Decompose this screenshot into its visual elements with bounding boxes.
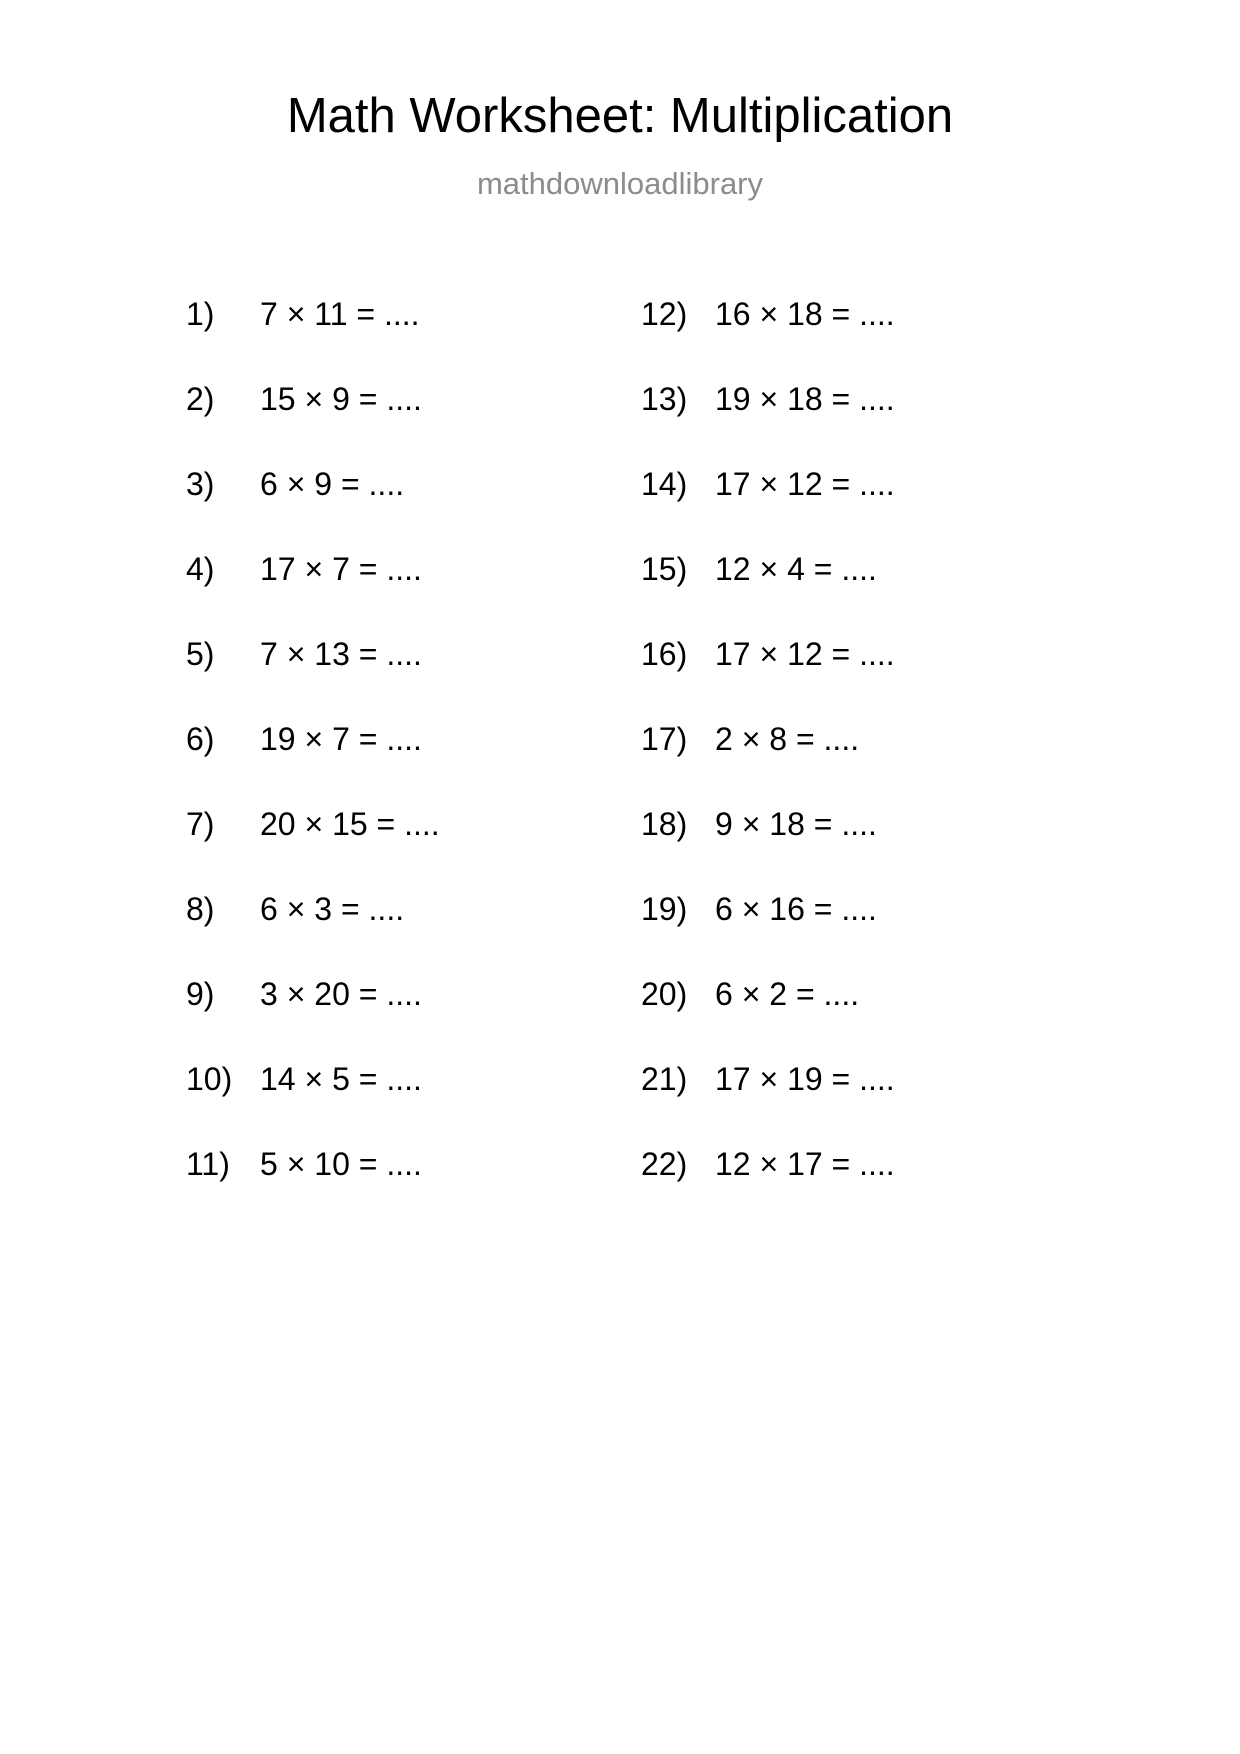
problem-number: 17) — [641, 721, 688, 757]
problem-item — [186, 298, 641, 383]
problem-item — [641, 723, 1096, 808]
problem-expression: 17 × 19 = .... — [715, 1061, 895, 1097]
problem-expression: 17 × 12 = .... — [715, 636, 895, 672]
problem-item — [186, 468, 641, 553]
problem-number: 1) — [186, 296, 215, 332]
problem-expression: 20 × 15 = .... — [260, 806, 440, 842]
problem-item — [641, 808, 1096, 893]
page-subtitle: mathdownloadlibrary — [476, 166, 764, 201]
problems-column-left — [186, 298, 641, 1233]
problem-number: 10) — [186, 1061, 233, 1097]
problem-number: 7) — [186, 806, 215, 842]
page-title: Math Worksheet: Multiplication — [286, 89, 954, 143]
problem-number: 14) — [641, 466, 688, 502]
problem-item — [641, 383, 1096, 468]
problem-expression: 14 × 5 = .... — [260, 1061, 422, 1097]
problem-expression: 12 × 4 = .... — [715, 551, 877, 587]
problem-item — [186, 383, 641, 468]
problem-number: 9) — [186, 976, 215, 1012]
problem-expression: 16 × 18 = .... — [715, 296, 895, 332]
problem-number: 6) — [186, 721, 215, 757]
problem-number: 12) — [641, 296, 688, 332]
problems-column-right — [641, 298, 1096, 1233]
problem-number: 11) — [186, 1146, 230, 1182]
problem-item — [641, 298, 1096, 383]
problem-expression: 17 × 7 = .... — [260, 551, 422, 587]
problem-item — [641, 468, 1096, 553]
problem-number: 15) — [641, 551, 688, 587]
problem-expression: 7 × 13 = .... — [260, 636, 422, 672]
problem-item — [186, 808, 641, 893]
problem-expression: 12 × 17 = .... — [715, 1146, 895, 1182]
problem-item — [186, 1148, 641, 1233]
problem-expression: 2 × 8 = .... — [715, 721, 860, 757]
problem-expression: 3 × 20 = .... — [260, 976, 422, 1012]
problems-container — [0, 298, 1240, 1233]
problem-item — [186, 723, 641, 808]
problem-expression: 7 × 11 = .... — [260, 296, 420, 332]
problem-item — [641, 553, 1096, 638]
problem-number: 16) — [641, 636, 688, 672]
problem-item — [186, 553, 641, 638]
problem-number: 8) — [186, 891, 215, 927]
problem-item — [641, 1148, 1096, 1233]
problem-expression: 15 × 9 = .... — [260, 381, 422, 417]
problem-expression: 19 × 18 = .... — [715, 381, 895, 417]
problem-number: 22) — [641, 1146, 688, 1182]
problem-number: 4) — [186, 551, 215, 587]
problem-item — [641, 893, 1096, 978]
problem-item — [641, 978, 1096, 1063]
problem-number: 20) — [641, 976, 688, 1012]
problem-expression: 19 × 7 = .... — [260, 721, 422, 757]
problem-number: 21) — [641, 1061, 688, 1097]
problem-expression: 6 × 2 = .... — [715, 976, 860, 1012]
problem-expression: 6 × 9 = .... — [260, 466, 405, 502]
problem-number: 2) — [186, 381, 215, 417]
problem-expression: 9 × 18 = .... — [715, 806, 877, 842]
problem-number: 13) — [641, 381, 688, 417]
problem-number: 5) — [186, 636, 215, 672]
problem-number: 3) — [186, 466, 215, 502]
problem-expression: 5 × 10 = .... — [260, 1146, 422, 1182]
problem-expression: 6 × 3 = .... — [260, 891, 405, 927]
problem-item — [186, 978, 641, 1063]
problem-item — [186, 638, 641, 723]
problem-expression: 6 × 16 = .... — [715, 891, 877, 927]
problem-item — [641, 1063, 1096, 1148]
problem-expression: 17 × 12 = .... — [715, 466, 895, 502]
problem-item — [186, 893, 641, 978]
problem-item — [186, 1063, 641, 1148]
problem-number: 18) — [641, 806, 688, 842]
problem-number: 19) — [641, 891, 688, 927]
problem-item — [641, 638, 1096, 723]
